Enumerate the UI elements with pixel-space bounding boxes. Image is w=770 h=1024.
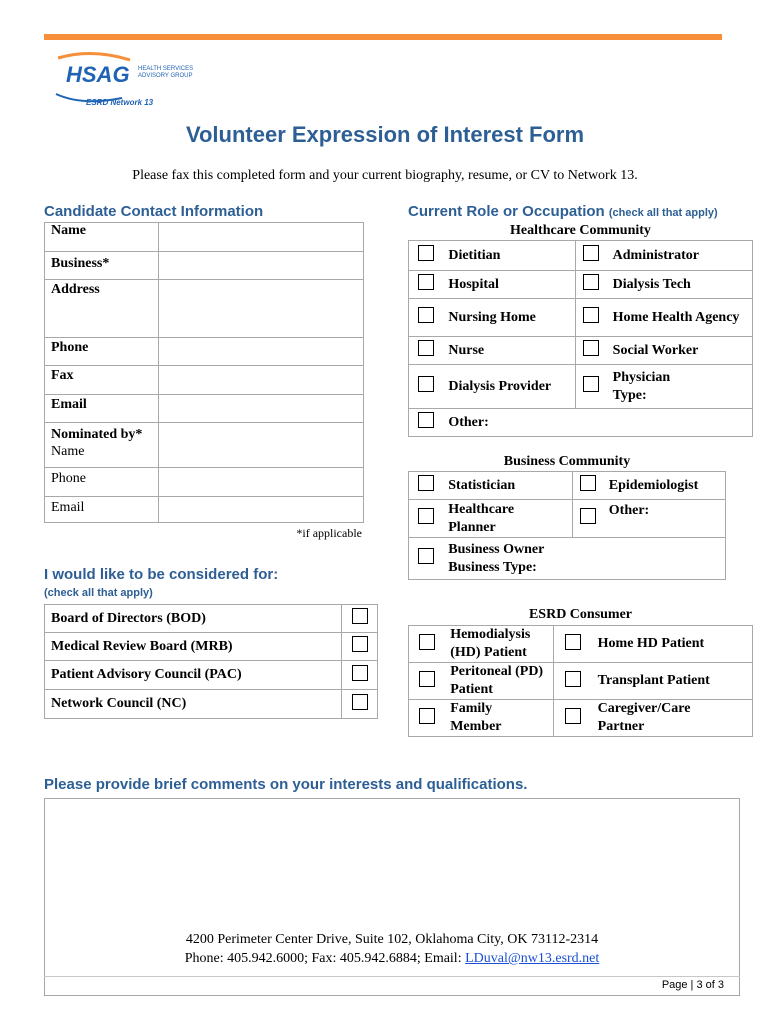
nursing-home-checkbox[interactable]: [418, 307, 434, 323]
fax-label: Fax: [45, 366, 159, 395]
consider-subheading: (check all that apply): [44, 587, 153, 599]
dialysis-provider-label: Dialysis Provider: [442, 365, 575, 409]
nominator-name-label: Name: [51, 444, 85, 459]
nominated-by-label: Nominated by*: [51, 427, 143, 442]
hd-patient-label: Hemodialysis (HD) Patient: [444, 626, 554, 663]
nominator-name-field[interactable]: [158, 423, 363, 468]
nominator-phone-field[interactable]: [158, 468, 363, 497]
business-owner-text: Business Owner Business Type:: [448, 541, 545, 575]
healthcare-community-title: Healthcare Community: [510, 223, 651, 238]
healthcare-planner-label: Healthcare Planner: [442, 500, 572, 538]
social-worker-checkbox[interactable]: [583, 340, 599, 356]
address-label: Address: [45, 280, 159, 338]
consider-label-mrb: Medical Review Board (MRB): [45, 633, 342, 661]
social-worker-label: Social Worker: [607, 337, 753, 365]
home-health-label: Home Health Agency: [607, 299, 753, 337]
esrd-table: [408, 625, 753, 737]
contact-heading: Candidate Contact Information: [44, 203, 264, 220]
footer-divider: [44, 976, 740, 977]
caregiver-checkbox[interactable]: [565, 708, 581, 724]
epidemiologist-checkbox[interactable]: [580, 475, 596, 491]
page-number: Page | 3 of 3: [661, 979, 724, 991]
home-health-checkbox[interactable]: [583, 307, 599, 323]
email-field[interactable]: [158, 395, 363, 423]
family-member-checkbox[interactable]: [419, 708, 435, 724]
footer-contact-line: [44, 949, 740, 968]
healthcare-table: [408, 240, 753, 437]
pd-patient-label: Peritoneal (PD) Patient: [444, 663, 554, 700]
consider-heading: I would like to be considered for:: [44, 566, 279, 583]
footer-contact: [44, 930, 740, 968]
phone-field[interactable]: [158, 338, 363, 366]
pac-checkbox[interactable]: [352, 665, 368, 681]
business-owner-checkbox[interactable]: [418, 548, 434, 564]
administrator-label: Administrator: [607, 241, 753, 271]
dietitian-checkbox[interactable]: [418, 245, 434, 261]
physician-checkbox[interactable]: [583, 376, 599, 392]
home-hd-checkbox[interactable]: [565, 634, 581, 650]
statistician-checkbox[interactable]: [418, 475, 434, 491]
footer-phone-fax: Phone: 405.942.6000; Fax: 405.942.6884; Email:: [184, 951, 466, 966]
phone-label: Phone: [45, 338, 159, 366]
logo-org: HSAG: [66, 62, 130, 87]
logo-org-full: HEALTH SERVICES ADVISORY GROUP: [138, 66, 194, 79]
epidemiologist-label: Epidemiologist: [603, 472, 726, 500]
hsag-logo-graphic: [52, 50, 252, 110]
family-member-label: Family Member: [444, 700, 554, 737]
hospital-checkbox[interactable]: [418, 274, 434, 290]
dialysis-provider-checkbox[interactable]: [418, 376, 434, 392]
fax-field[interactable]: [158, 366, 363, 395]
nc-checkbox[interactable]: [352, 694, 368, 710]
dietitian-label: Dietitian: [442, 241, 575, 271]
footer-address: 4200 Perimeter Center Drive, Suite 102, Oklahoma City, OK 73112-2314: [185, 932, 599, 947]
consider-label-nc: Network Council (NC): [45, 690, 342, 719]
nominated-by-cell: [45, 423, 159, 468]
nurse-checkbox[interactable]: [418, 340, 434, 356]
consider-row: [45, 690, 378, 719]
business-community-title: Business Community: [503, 454, 631, 469]
transplant-checkbox[interactable]: [565, 671, 581, 687]
nursing-home-label: Nursing Home: [442, 299, 575, 337]
comments-heading: Please provide brief comments on your interests and qualifications.: [44, 776, 528, 793]
statistician-label: Statistician: [442, 472, 572, 500]
hd-patient-checkbox[interactable]: [419, 634, 435, 650]
email-label: Email: [45, 395, 159, 423]
administrator-checkbox[interactable]: [583, 245, 599, 261]
consider-row: [45, 605, 378, 633]
nominator-phone-label: Phone: [45, 468, 159, 497]
consider-row: [45, 633, 378, 661]
caregiver-label: Caregiver/Care Partner: [592, 700, 753, 737]
business-label: Business*: [45, 252, 159, 280]
consider-table: [44, 604, 378, 719]
logo-network: ESRD Network 13: [86, 98, 154, 107]
role-heading-text: Current Role or Occupation: [408, 203, 605, 220]
if-applicable-note: *if applicable: [296, 526, 362, 540]
role-heading: [408, 203, 718, 220]
consider-label-bod: Board of Directors (BOD): [45, 605, 342, 633]
header-accent-bar: [44, 34, 722, 40]
consider-label-pac: Patient Advisory Council (PAC): [45, 661, 342, 690]
role-heading-note: (check all that apply): [608, 207, 718, 219]
pd-patient-checkbox[interactable]: [419, 671, 435, 687]
nurse-label: Nurse: [442, 337, 575, 365]
dialysis-tech-checkbox[interactable]: [583, 274, 599, 290]
dialysis-tech-label: Dialysis Tech: [607, 271, 753, 299]
nominator-email-field[interactable]: [158, 497, 363, 523]
transplant-label: Transplant Patient: [592, 663, 753, 700]
consider-row: [45, 661, 378, 690]
name-label: Name: [45, 223, 159, 252]
address-field[interactable]: [158, 280, 363, 338]
esrd-consumer-title: ESRD Consumer: [528, 607, 633, 622]
footer-email-link[interactable]: LDuval@nw13.esrd.net: [465, 951, 600, 966]
healthcare-other-label: Other:: [442, 409, 752, 437]
business-other-checkbox[interactable]: [580, 508, 596, 524]
bod-checkbox[interactable]: [352, 608, 368, 624]
contact-table: [44, 222, 364, 523]
page-title: Volunteer Expression of Interest Form: [185, 122, 585, 147]
business-other-label: Other:: [603, 500, 726, 538]
mrb-checkbox[interactable]: [352, 636, 368, 652]
hospital-label: Hospital: [442, 271, 575, 299]
name-field[interactable]: [158, 223, 363, 252]
healthcare-other-checkbox[interactable]: [418, 412, 434, 428]
physician-label: Physician Type:: [607, 365, 753, 409]
business-owner-label: [442, 538, 725, 580]
business-field[interactable]: [158, 252, 363, 280]
hsag-logo: [52, 50, 252, 110]
nominator-email-label: Email: [45, 497, 159, 523]
business-table: [408, 471, 726, 580]
healthcare-planner-checkbox[interactable]: [418, 508, 434, 524]
home-hd-label: Home HD Patient: [592, 626, 753, 663]
intro-text: Please fax this completed form and your current biography, resume, or CV to Network 13.: [132, 168, 638, 183]
